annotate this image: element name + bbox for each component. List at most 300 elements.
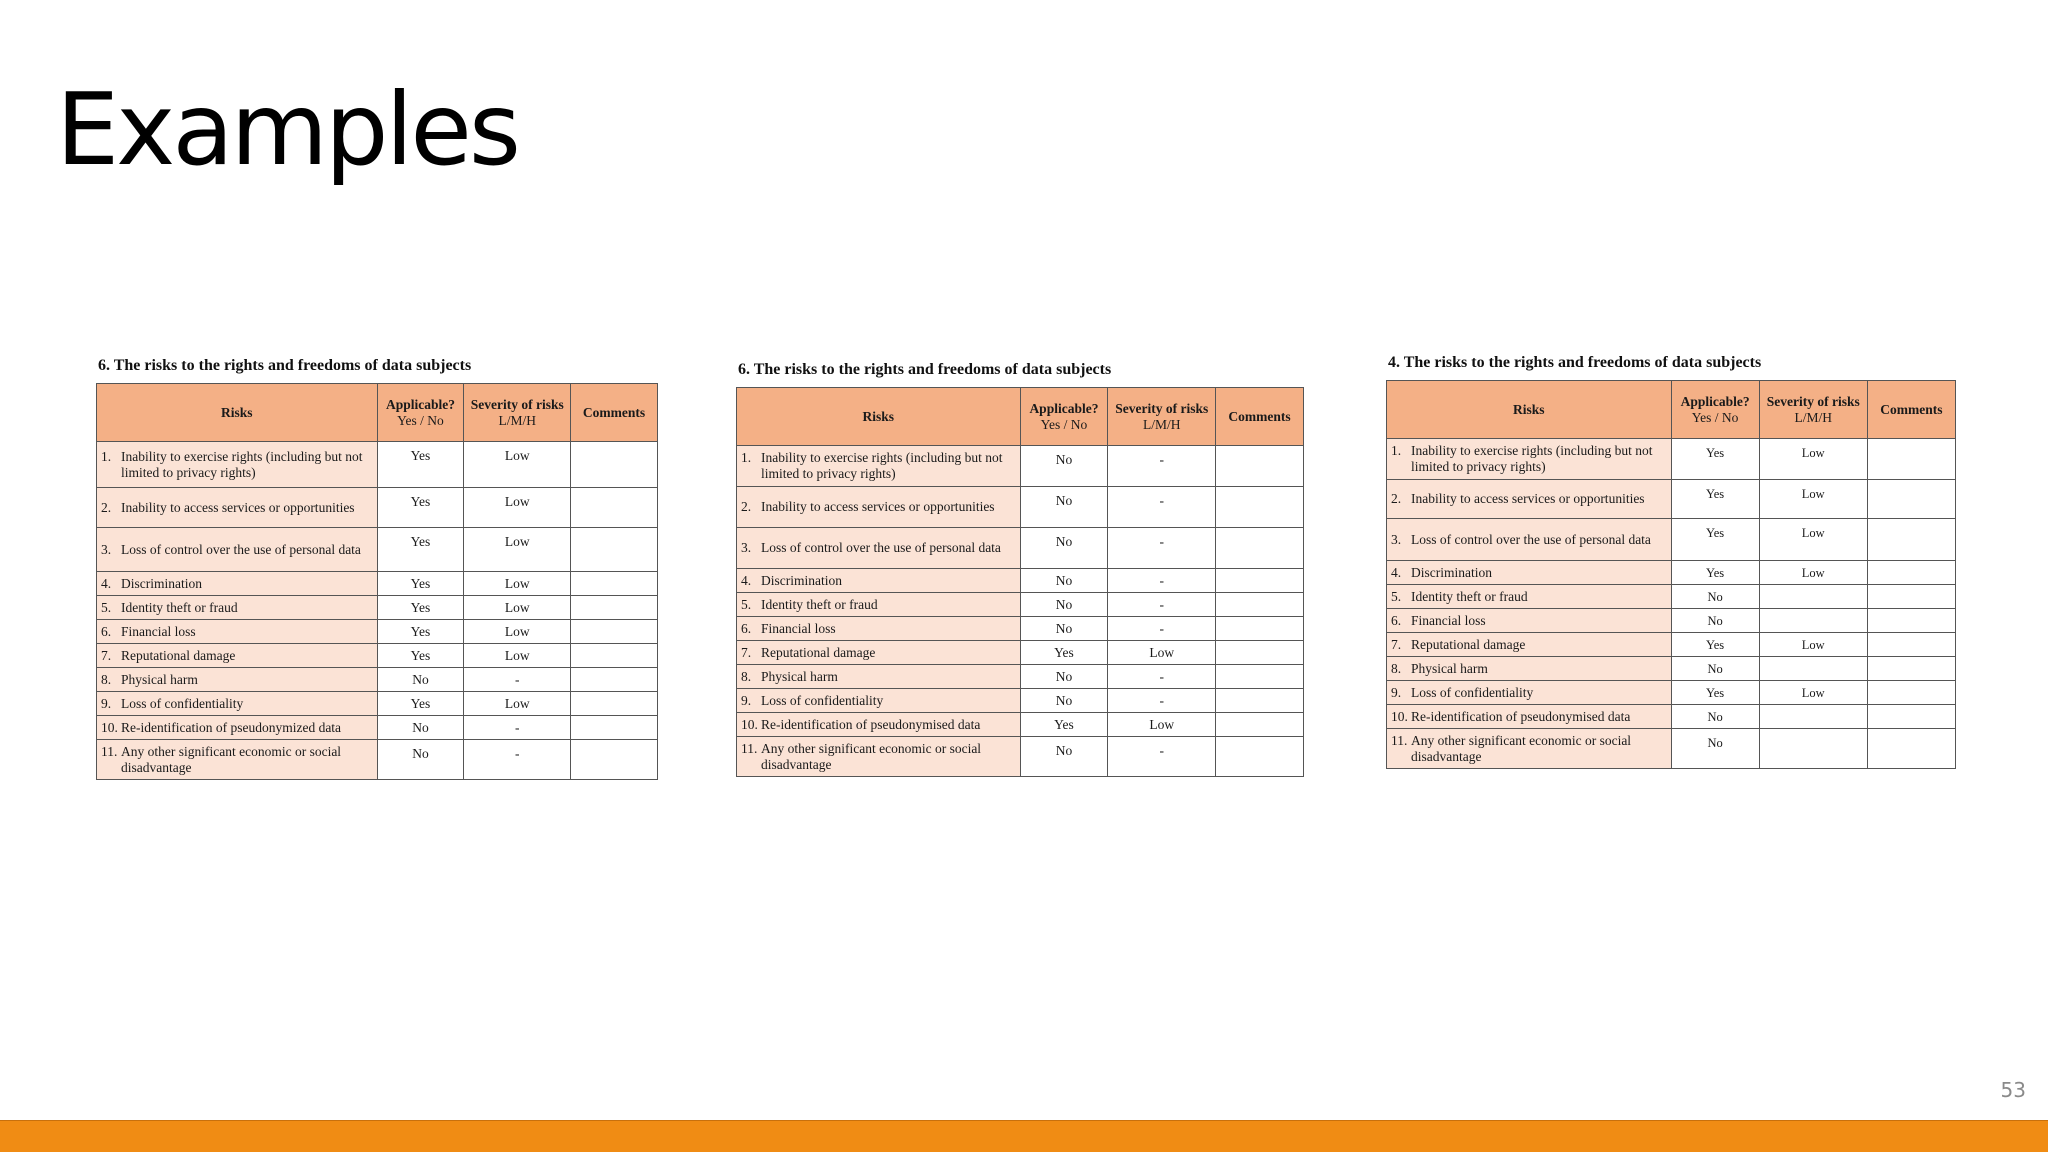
- risk-line: [1391, 443, 1667, 475]
- risk-cell: [737, 737, 1021, 777]
- severity-value: Low: [464, 596, 571, 620]
- risk-number: 10.: [1391, 708, 1408, 724]
- comments-value: [1216, 713, 1304, 737]
- risk-text: Any other significant economic or social disadvantage: [1411, 732, 1632, 764]
- applicable-value: Yes: [377, 692, 464, 716]
- risk-number: 9.: [741, 692, 752, 708]
- severity-value: -: [1108, 569, 1216, 593]
- comments-value: [571, 572, 658, 596]
- comments-value: [1216, 641, 1304, 665]
- comments-value: [1216, 446, 1304, 487]
- severity-value: Low: [1759, 480, 1867, 519]
- applicable-value: Yes: [1671, 519, 1759, 561]
- risk-line: [101, 600, 373, 616]
- table-caption: 6. The risks to the rights and freedoms of data subjects: [738, 361, 1112, 378]
- footer-accent-bar: [0, 1120, 2048, 1152]
- comments-value: [1867, 519, 1955, 561]
- risk-number: 11.: [101, 743, 118, 759]
- risk-line: [101, 500, 373, 516]
- risk-text: Inability to access services or opportunities: [761, 499, 995, 514]
- comments-value: [571, 644, 658, 668]
- risk-number: 8.: [101, 671, 112, 687]
- risk-line: [741, 573, 1016, 589]
- header-row: [1387, 381, 1956, 439]
- applicable-value: Yes: [377, 620, 464, 644]
- risk-cell: [737, 446, 1021, 487]
- applicable-value: Yes: [1671, 480, 1759, 519]
- risk-number: 2.: [1391, 491, 1402, 506]
- header-severity: [1759, 381, 1867, 439]
- risk-text: Loss of confidentiality: [121, 695, 244, 711]
- header-severity: [464, 384, 571, 442]
- header-applicable-sub: Yes / No: [1691, 409, 1739, 425]
- header-severity-label: Severity of risks: [1115, 400, 1209, 416]
- applicable-value: No: [1671, 657, 1759, 681]
- risk-line: [101, 542, 373, 558]
- risk-cell: [737, 665, 1021, 689]
- table-row: [737, 641, 1304, 665]
- severity-value: Low: [464, 442, 571, 488]
- applicable-value: Yes: [1020, 641, 1108, 665]
- applicable-value: No: [1020, 593, 1108, 617]
- risk-cell: [1387, 519, 1672, 561]
- risk-table-2: [736, 361, 1304, 777]
- header-severity-label: Severity of risks: [470, 396, 564, 412]
- risk-number: 2.: [101, 499, 112, 515]
- table-row: [97, 692, 658, 716]
- risk-number: 6.: [101, 623, 112, 639]
- risk-number: 3.: [741, 540, 752, 555]
- table-row: [1387, 480, 1956, 519]
- risk-cell: [1387, 705, 1672, 729]
- applicable-value: Yes: [1020, 713, 1108, 737]
- risk-cell: [1387, 633, 1672, 657]
- risk-text: Inability to exercise rights (including but not limited to privacy rights): [1411, 443, 1653, 474]
- comments-value: [1867, 439, 1955, 480]
- applicable-value: Yes: [377, 442, 464, 488]
- comments-value: [571, 596, 658, 620]
- risk-cell: [97, 668, 378, 692]
- header-row: [737, 388, 1304, 446]
- risk-cell: [737, 569, 1021, 593]
- applicable-value: Yes: [377, 644, 464, 668]
- risk-cell: [1387, 585, 1672, 609]
- severity-value: -: [464, 668, 571, 692]
- risk-number: 9.: [1391, 684, 1402, 700]
- severity-value: [1759, 585, 1867, 609]
- risk-line: [1391, 532, 1667, 548]
- risk-cell: [97, 596, 378, 620]
- risk-number: 5.: [1391, 588, 1402, 604]
- comments-value: [1867, 609, 1955, 633]
- risk-text: Identity theft or fraud: [121, 599, 238, 615]
- risk-text: Financial loss: [121, 623, 196, 639]
- risk-cell: [97, 740, 378, 780]
- applicable-value: Yes: [377, 572, 464, 596]
- applicable-value: No: [1020, 569, 1108, 593]
- header-severity-sub: L/M/H: [498, 412, 536, 428]
- risk-table: [96, 383, 658, 780]
- risk-line: [101, 449, 373, 481]
- risk-text: Any other significant economic or social disadvantage: [761, 740, 982, 772]
- severity-value: Low: [464, 644, 571, 668]
- risk-cell: [1387, 729, 1672, 769]
- risk-text: Physical harm: [761, 668, 838, 684]
- comments-value: [571, 620, 658, 644]
- table-row: [737, 713, 1304, 737]
- header-applicable-sub: Yes / No: [397, 412, 444, 428]
- severity-value: -: [1108, 737, 1216, 777]
- risk-line: [741, 540, 1016, 556]
- risk-cell: [737, 713, 1021, 737]
- table-row: [737, 446, 1304, 487]
- applicable-value: No: [1020, 617, 1108, 641]
- risk-text: Discrimination: [121, 575, 202, 591]
- risk-text: Financial loss: [761, 620, 836, 636]
- header-applicable: [377, 384, 464, 442]
- severity-value: -: [1108, 665, 1216, 689]
- applicable-value: No: [1020, 487, 1108, 528]
- risk-line: [101, 648, 373, 664]
- header-comments: Comments: [571, 384, 658, 442]
- risk-cell: [1387, 439, 1672, 480]
- comments-value: [1216, 593, 1304, 617]
- header-severity-label: Severity of risks: [1766, 393, 1860, 409]
- header-applicable-label: Applicable?: [1029, 400, 1099, 416]
- risk-cell: [97, 488, 378, 528]
- header-severity-sub: L/M/H: [1142, 416, 1181, 432]
- risk-text: Any other significant economic or social disadvantage: [121, 743, 342, 775]
- comments-value: [1867, 585, 1955, 609]
- table-row: [97, 596, 658, 620]
- comments-value: [1867, 561, 1955, 585]
- comments-value: [1216, 528, 1304, 569]
- comments-value: [571, 716, 658, 740]
- risk-text: Inability to access services or opportunities: [121, 499, 355, 515]
- risk-line: [101, 696, 373, 712]
- severity-value: [1759, 609, 1867, 633]
- severity-value: -: [1108, 689, 1216, 713]
- applicable-value: No: [377, 668, 464, 692]
- table-row: [1387, 657, 1956, 681]
- risk-number: 4.: [1391, 564, 1402, 580]
- risk-cell: [737, 641, 1021, 665]
- risk-line: [101, 576, 373, 592]
- risk-text: Identity theft or fraud: [1411, 588, 1528, 604]
- risk-number: 1.: [741, 450, 752, 465]
- table-row: [737, 569, 1304, 593]
- severity-value: [1759, 705, 1867, 729]
- risk-number: 11.: [741, 740, 758, 756]
- header-applicable-label: Applicable?: [1680, 393, 1750, 409]
- risk-cell: [737, 487, 1021, 528]
- risk-number: 1.: [1391, 443, 1402, 458]
- severity-value: -: [1108, 446, 1216, 487]
- severity-value: -: [464, 716, 571, 740]
- risk-line: [1391, 637, 1667, 653]
- table-row: [737, 665, 1304, 689]
- table-row: [737, 593, 1304, 617]
- slide-title: Examples: [56, 71, 518, 188]
- risk-line: [1391, 733, 1667, 765]
- risk-cell: [97, 644, 378, 668]
- risk-number: 10.: [101, 719, 118, 735]
- risk-text: Re-identification of pseudonymised data: [761, 716, 981, 732]
- risk-text: Reputational damage: [121, 647, 236, 663]
- risk-number: 7.: [101, 647, 112, 663]
- table-row: [1387, 519, 1956, 561]
- table-row: [1387, 609, 1956, 633]
- severity-value: Low: [1759, 633, 1867, 657]
- table-row: [97, 488, 658, 528]
- table-row: [737, 689, 1304, 713]
- risk-text: Loss of confidentiality: [761, 692, 884, 708]
- applicable-value: Yes: [377, 488, 464, 528]
- risk-line: [741, 597, 1016, 613]
- risk-cell: [1387, 609, 1672, 633]
- table-row: [737, 487, 1304, 528]
- header-applicable-sub: Yes / No: [1040, 416, 1088, 432]
- risk-table: [1386, 380, 1956, 769]
- comments-value: [1216, 569, 1304, 593]
- risk-line: [1391, 613, 1667, 629]
- header-risks: Risks: [737, 388, 1021, 446]
- severity-value: Low: [1759, 439, 1867, 480]
- severity-value: Low: [1759, 681, 1867, 705]
- comments-value: [571, 442, 658, 488]
- risk-text: Identity theft or fraud: [761, 596, 878, 612]
- comments-value: [1867, 681, 1955, 705]
- severity-value: Low: [1108, 641, 1216, 665]
- risk-number: 8.: [1391, 660, 1402, 676]
- risk-text: Physical harm: [1411, 660, 1488, 676]
- risk-number: 6.: [1391, 612, 1402, 628]
- table-row: [1387, 729, 1956, 769]
- applicable-value: No: [1671, 705, 1759, 729]
- table-row: [97, 668, 658, 692]
- risk-line: [741, 717, 1016, 733]
- risk-number: 5.: [101, 599, 112, 615]
- risk-line: [741, 741, 1016, 773]
- applicable-value: No: [1020, 665, 1108, 689]
- table-row: [97, 442, 658, 488]
- applicable-value: No: [377, 716, 464, 740]
- page-number: 53: [2000, 1078, 2026, 1102]
- risk-line: [1391, 709, 1667, 725]
- risk-line: [1391, 565, 1667, 581]
- comments-value: [1867, 657, 1955, 681]
- table-row: [97, 572, 658, 596]
- risk-line: [1391, 685, 1667, 701]
- risk-line: [741, 450, 1016, 482]
- risk-line: [741, 645, 1016, 661]
- severity-value: -: [1108, 487, 1216, 528]
- applicable-value: No: [1671, 609, 1759, 633]
- header-risks: Risks: [97, 384, 378, 442]
- risk-text: Discrimination: [761, 572, 842, 588]
- risk-text: Financial loss: [1411, 612, 1486, 628]
- risk-text: Loss of control over the use of personal data: [1411, 531, 1651, 547]
- risk-text: Loss of confidentiality: [1411, 684, 1534, 700]
- risk-cell: [737, 593, 1021, 617]
- severity-value: Low: [464, 488, 571, 528]
- risk-text: Discrimination: [1411, 564, 1492, 580]
- risk-cell: [737, 689, 1021, 713]
- risk-cell: [1387, 561, 1672, 585]
- severity-value: Low: [464, 572, 571, 596]
- header-applicable: [1671, 381, 1759, 439]
- table-row: [97, 644, 658, 668]
- risk-text: Inability to access services or opportunities: [1411, 491, 1645, 506]
- risk-cell: [97, 620, 378, 644]
- risk-number: 7.: [741, 644, 752, 660]
- comments-value: [1867, 633, 1955, 657]
- header-severity-sub: L/M/H: [1794, 409, 1832, 425]
- applicable-value: Yes: [377, 528, 464, 572]
- applicable-value: No: [377, 740, 464, 780]
- risk-cell: [737, 528, 1021, 569]
- applicable-value: No: [1671, 729, 1759, 769]
- table-row: [1387, 633, 1956, 657]
- risk-text: Re-identification of pseudonymized data: [121, 719, 342, 735]
- risk-cell: [1387, 657, 1672, 681]
- table-row: [1387, 705, 1956, 729]
- risk-text: Inability to exercise rights (including but not limited to privacy rights): [121, 448, 363, 480]
- header-row: [97, 384, 658, 442]
- applicable-value: No: [1671, 585, 1759, 609]
- risk-table-3: [1386, 354, 1956, 769]
- risk-cell: [97, 572, 378, 596]
- table-row: [737, 737, 1304, 777]
- table-row: [97, 528, 658, 572]
- table-row: [1387, 561, 1956, 585]
- severity-value: [1759, 657, 1867, 681]
- severity-value: Low: [464, 692, 571, 716]
- comments-value: [1216, 737, 1304, 777]
- risk-cell: [97, 442, 378, 488]
- risk-line: [101, 744, 373, 776]
- risk-line: [1391, 491, 1667, 507]
- table-row: [97, 716, 658, 740]
- risk-number: 11.: [1391, 732, 1408, 748]
- risk-line: [741, 669, 1016, 685]
- table-row: [737, 617, 1304, 641]
- risk-text: Reputational damage: [1411, 636, 1526, 652]
- applicable-value: No: [1020, 689, 1108, 713]
- risk-cell: [97, 528, 378, 572]
- table-row: [1387, 585, 1956, 609]
- risk-cell: [1387, 681, 1672, 705]
- comments-value: [1216, 487, 1304, 528]
- comments-value: [1867, 480, 1955, 519]
- risk-number: 10.: [741, 716, 758, 732]
- comments-value: [571, 668, 658, 692]
- comments-value: [1867, 705, 1955, 729]
- severity-value: -: [1108, 617, 1216, 641]
- header-risks: Risks: [1387, 381, 1672, 439]
- applicable-value: No: [1020, 737, 1108, 777]
- applicable-value: No: [1020, 446, 1108, 487]
- risk-text: Loss of control over the use of personal data: [761, 540, 1001, 555]
- comments-value: [571, 488, 658, 528]
- risk-number: 4.: [741, 572, 752, 588]
- risk-line: [741, 621, 1016, 637]
- table-row: [97, 620, 658, 644]
- risk-text: Re-identification of pseudonymised data: [1411, 708, 1631, 724]
- risk-line: [101, 720, 373, 736]
- table-row: [97, 740, 658, 780]
- risk-line: [1391, 661, 1667, 677]
- header-applicable-label: Applicable?: [385, 396, 455, 412]
- risk-text: Physical harm: [121, 671, 198, 687]
- severity-value: Low: [464, 620, 571, 644]
- risk-text: Loss of control over the use of personal data: [121, 541, 361, 557]
- risk-number: 3.: [101, 541, 112, 557]
- comments-value: [1216, 665, 1304, 689]
- risk-line: [741, 499, 1016, 515]
- header-comments: Comments: [1216, 388, 1304, 446]
- risk-text: Reputational damage: [761, 644, 876, 660]
- applicable-value: Yes: [1671, 633, 1759, 657]
- table-row: [737, 528, 1304, 569]
- risk-table: [736, 387, 1304, 777]
- severity-value: Low: [1108, 713, 1216, 737]
- header-severity: [1108, 388, 1216, 446]
- severity-value: Low: [1759, 519, 1867, 561]
- risk-cell: [97, 716, 378, 740]
- risk-cell: [737, 617, 1021, 641]
- severity-value: Low: [1759, 561, 1867, 585]
- comments-value: [1216, 689, 1304, 713]
- severity-value: Low: [464, 528, 571, 572]
- risk-line: [1391, 589, 1667, 605]
- table-row: [1387, 439, 1956, 480]
- severity-value: -: [464, 740, 571, 780]
- risk-number: 5.: [741, 596, 752, 612]
- comments-value: [1867, 729, 1955, 769]
- risk-number: 2.: [741, 499, 752, 514]
- risk-cell: [97, 692, 378, 716]
- header-applicable: [1020, 388, 1108, 446]
- risk-number: 4.: [101, 575, 112, 591]
- severity-value: -: [1108, 593, 1216, 617]
- risk-number: 6.: [741, 620, 752, 636]
- table-caption: 6. The risks to the rights and freedoms of data subjects: [98, 357, 472, 374]
- comments-value: [1216, 617, 1304, 641]
- header-comments: Comments: [1867, 381, 1955, 439]
- applicable-value: No: [1020, 528, 1108, 569]
- table-caption: 4. The risks to the rights and freedoms of data subjects: [1388, 354, 1762, 371]
- risk-number: 7.: [1391, 636, 1402, 652]
- risk-table-1: [96, 357, 658, 780]
- risk-line: [101, 672, 373, 688]
- risk-line: [101, 624, 373, 640]
- comments-value: [571, 692, 658, 716]
- risk-cell: [1387, 480, 1672, 519]
- table-row: [1387, 681, 1956, 705]
- applicable-value: Yes: [377, 596, 464, 620]
- comments-value: [571, 740, 658, 780]
- risk-number: 8.: [741, 668, 752, 684]
- risk-text: Inability to exercise rights (including but not limited to privacy rights): [761, 450, 1003, 481]
- severity-value: [1759, 729, 1867, 769]
- severity-value: -: [1108, 528, 1216, 569]
- applicable-value: Yes: [1671, 439, 1759, 480]
- risk-number: 3.: [1391, 531, 1402, 547]
- risk-number: 9.: [101, 695, 112, 711]
- applicable-value: Yes: [1671, 681, 1759, 705]
- risk-number: 1.: [101, 448, 112, 464]
